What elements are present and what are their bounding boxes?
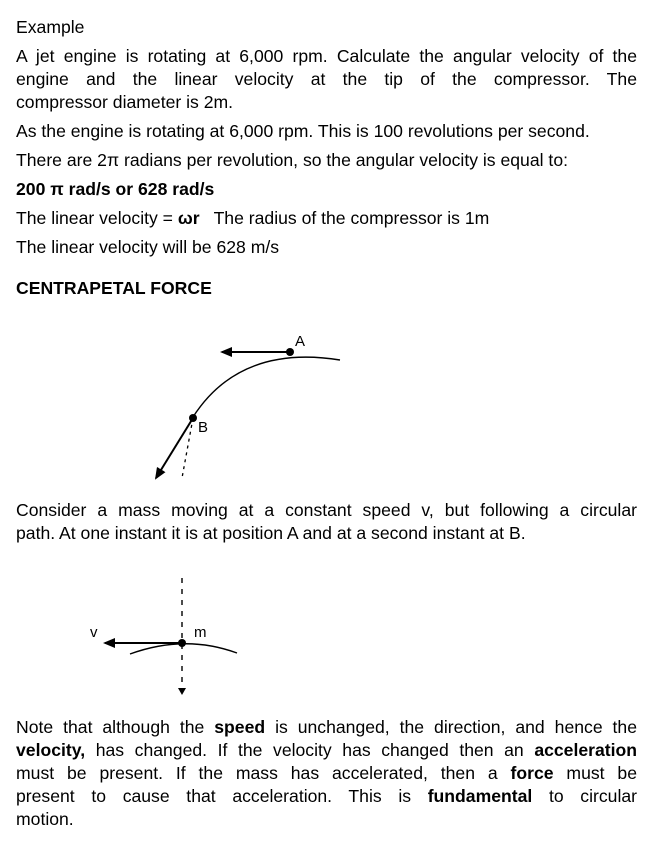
linear-velocity-result: The linear velocity will be 628 m/s <box>16 237 280 257</box>
label-a: A <box>295 333 306 350</box>
problem-line-1: A jet engine is rotating at 6,000 rpm. Calculate the angular velocity of the <box>16 46 637 66</box>
consider-line-2: path. At one instant it is at position A and at a second instant at B. <box>16 523 526 543</box>
note-text: present to cause that acceleration. This is <box>16 786 428 806</box>
example-heading: Example <box>16 17 85 37</box>
step-revolutions: As the engine is rotating at 6,000 rpm. This is 100 revolutions per second. <box>16 121 590 141</box>
compressor-radius: The radius of the compressor is 1m <box>213 208 490 228</box>
note-text: has changed. If the velocity has changed then an <box>85 740 535 760</box>
circular-arc <box>193 357 340 417</box>
note-line-1 <box>16 716 637 738</box>
velocity-mass-diagram <box>0 570 663 710</box>
note-line-5: motion. <box>16 809 74 829</box>
point-a <box>286 348 294 356</box>
note-text: must be <box>553 763 637 783</box>
label-m: m <box>194 624 207 641</box>
step-radians: There are 2π radians per revolution, so the angular velocity is equal to: <box>16 150 568 170</box>
speed-emphasis: speed <box>214 717 266 737</box>
fundamental-emphasis: fundamental <box>427 786 533 806</box>
consider-line-1: Consider a mass moving at a constant speed v, but following a circular <box>16 500 637 520</box>
note-line-3 <box>16 762 637 784</box>
note-text: is unchanged, the direction, and hence the <box>265 717 638 737</box>
note-text: Note that although the <box>16 717 215 737</box>
problem-line-2: engine and the linear velocity at the tip of the compressor. The <box>16 69 637 89</box>
force-emphasis: force <box>510 763 554 783</box>
linear-velocity-prefix: The linear velocity = <box>16 208 178 228</box>
circular-path-diagram <box>0 320 663 520</box>
point-b <box>189 414 197 422</box>
velocity-emphasis: velocity, <box>16 740 86 760</box>
note-text: to circular <box>532 786 638 806</box>
omega-r-formula: ωr <box>177 208 200 228</box>
linear-velocity-formula <box>16 207 489 229</box>
label-b: B <box>198 419 209 436</box>
problem-line-3: compressor diameter is 2m. <box>16 92 234 112</box>
centripetal-heading: CENTRAPETAL FORCE <box>16 278 212 298</box>
label-v: v <box>90 624 98 641</box>
angular-velocity-answer: 200 π rad/s or 628 rad/s <box>16 179 215 199</box>
acceleration-emphasis: acceleration <box>534 740 637 760</box>
note-line-4 <box>16 785 637 807</box>
mass-point <box>178 639 186 647</box>
note-text: must be present. If the mass has accelerated, then a <box>16 763 511 783</box>
note-line-2 <box>16 739 637 761</box>
